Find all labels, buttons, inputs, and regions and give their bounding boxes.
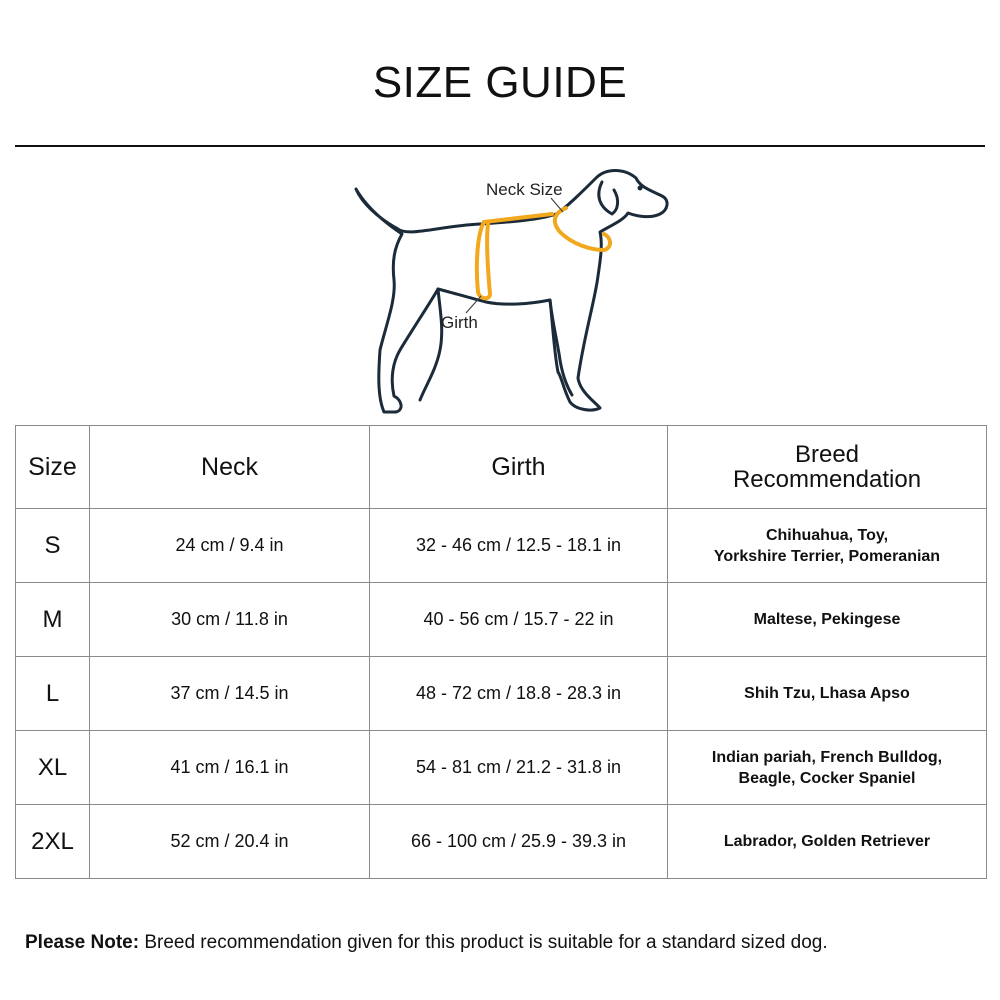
header-breed-line2: Recommendation: [732, 466, 922, 493]
girth-cell: 32 - 46 cm / 12.5 - 18.1 in: [370, 509, 668, 583]
neck-size-label: Neck Size: [486, 180, 563, 199]
size-cell: XL: [16, 731, 90, 805]
breed-line: Shih Tzu, Lhasa Apso: [744, 685, 910, 702]
header-breed-line1: Breed: [794, 441, 860, 468]
neck-cell: 41 cm / 16.1 in: [90, 731, 370, 805]
size-cell: M: [16, 583, 90, 657]
table-row: [16, 657, 987, 731]
table-header-row: [16, 426, 987, 509]
neck-cell: 30 cm / 11.8 in: [90, 583, 370, 657]
size-table: [15, 425, 987, 879]
dog-eye: [638, 186, 643, 191]
girth-cell: 48 - 72 cm / 18.8 - 28.3 in: [370, 657, 668, 731]
dog-outline: [356, 171, 667, 413]
header-breed: [668, 426, 987, 509]
breed-cell: [668, 583, 987, 657]
size-cell: S: [16, 509, 90, 583]
table-row: [16, 509, 987, 583]
size-cell: 2XL: [16, 805, 90, 879]
dog-illustration: [300, 158, 720, 420]
breed-cell: [668, 805, 987, 879]
breed-line: Yorkshire Terrier, Pomeranian: [713, 547, 941, 565]
neck-cell: 52 cm / 20.4 in: [90, 805, 370, 879]
table-row: [16, 731, 987, 805]
neck-label-leader: [551, 198, 563, 212]
size-cell: L: [16, 657, 90, 731]
girth-cell: 40 - 56 cm / 15.7 - 22 in: [370, 583, 668, 657]
girth-measure-line: [477, 222, 490, 298]
breed-cell: [668, 509, 987, 583]
breed-cell: [668, 731, 987, 805]
breed-line: Beagle, Cocker Spaniel: [738, 769, 916, 787]
dog-ear: [599, 182, 618, 214]
dog-measurement-diagram: [300, 158, 720, 420]
breed-cell: [668, 657, 987, 731]
note-text: Breed recommendation given for this product is suitable for a standard sized dog.: [139, 932, 828, 953]
header-girth: Girth: [370, 426, 668, 509]
neck-cell: 24 cm / 9.4 in: [90, 509, 370, 583]
neck-cell: 37 cm / 14.5 in: [90, 657, 370, 731]
table-row: [16, 805, 987, 879]
breed-line: Indian pariah, French Bulldog,: [711, 748, 943, 766]
header-size: Size: [16, 426, 90, 509]
girth-cell: 54 - 81 cm / 21.2 - 31.8 in: [370, 731, 668, 805]
page-title: SIZE GUIDE: [372, 58, 628, 107]
header-neck: Neck: [90, 426, 370, 509]
title-divider: [15, 145, 985, 147]
note-label: Please Note:: [25, 932, 140, 953]
girth-label: Girth: [441, 313, 478, 332]
breed-line: Maltese, Pekingese: [753, 611, 901, 628]
breed-line: Labrador, Golden Retriever: [723, 833, 931, 850]
girth-cell: 66 - 100 cm / 25.9 - 39.3 in: [370, 805, 668, 879]
please-note: [25, 932, 828, 954]
dog-hind-leg: [420, 289, 442, 400]
table-row: [16, 583, 987, 657]
breed-line: Chihuahua, Toy,: [765, 526, 889, 544]
